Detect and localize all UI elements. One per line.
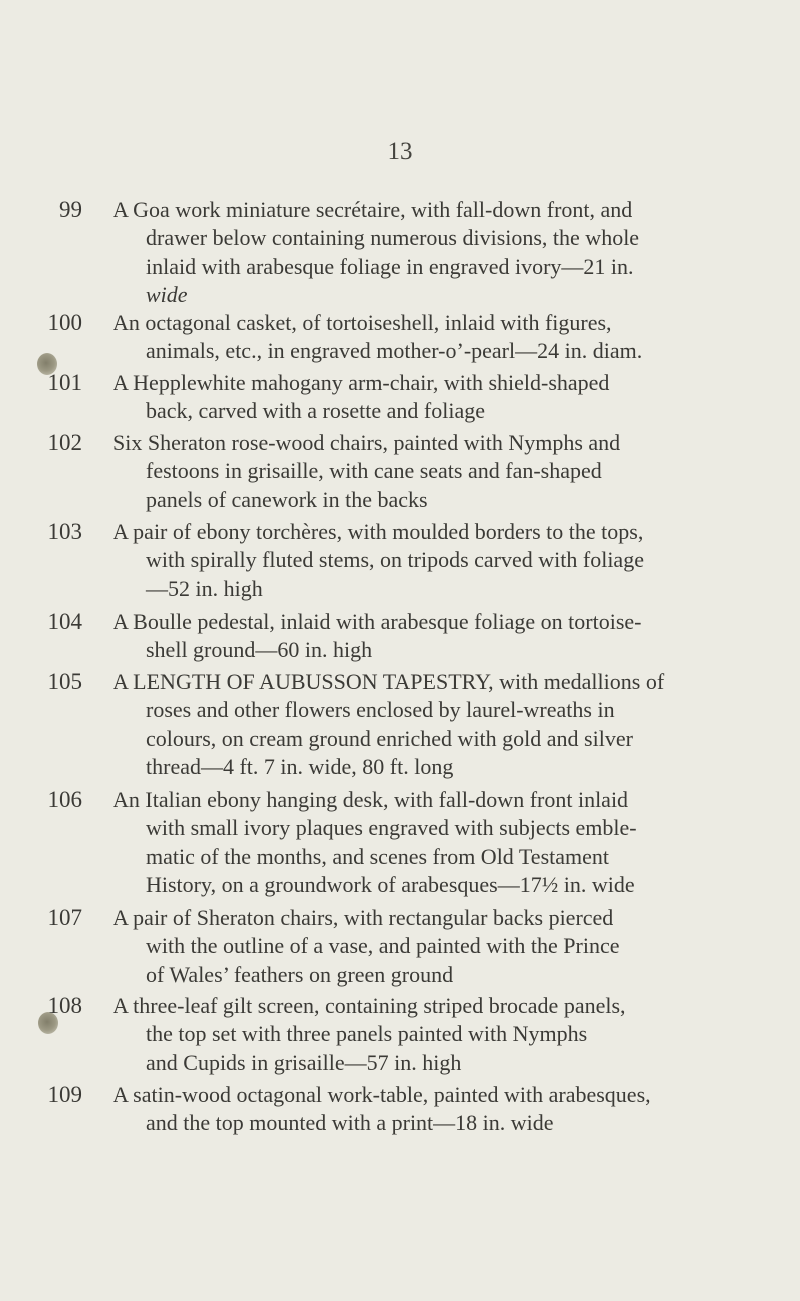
lot-line: inlaid with arabesque foliage in engraved ivory—21 in. xyxy=(146,253,634,279)
lot-description xyxy=(113,668,755,781)
lot-line: A pair of Sheraton chairs, with rectangular backs pierced xyxy=(113,905,614,930)
lot-number: 107 xyxy=(47,905,82,930)
lot-line: shell ground—60 in. high xyxy=(146,637,373,663)
lot-line: wide xyxy=(146,281,188,307)
lot-line: A three-leaf gilt screen, containing striped brocade panels, xyxy=(113,993,626,1018)
lot-line: panels of canework in the backs xyxy=(146,486,428,512)
lot-line: animals, etc., in engraved mother-o’-pearl—24 in. diam. xyxy=(146,338,643,364)
lot-line: A Boulle pedestal, inlaid with arabesque foliage on tortoise- xyxy=(113,609,642,634)
lot-number: 102 xyxy=(47,430,82,455)
lot-number: 103 xyxy=(47,519,82,544)
lot-line: A pair of ebony torchères, with moulded borders to the tops, xyxy=(113,519,644,544)
lot-number: 100 xyxy=(47,310,82,335)
lot-line: with spirally fluted stems, on tripods carved with foliage xyxy=(146,547,644,573)
lot-line: thread—4 ft. 7 in. wide, 80 ft. long xyxy=(146,753,454,779)
lot-number: 99 xyxy=(59,197,82,222)
lot-description xyxy=(113,518,755,603)
lot-description xyxy=(113,309,755,366)
lot-line: A Hepplewhite mahogany arm-chair, with shield-shaped xyxy=(113,370,610,395)
lot-line: A Goa work miniature secrétaire, with fall-down front, and xyxy=(113,197,633,222)
lot-line: History, on a groundwork of arabesques—17½ in. wide xyxy=(146,871,635,897)
lot-line: and the top mounted with a print—18 in. wide xyxy=(146,1110,554,1136)
lot-line: colours, on cream ground enriched with gold and silver xyxy=(146,725,633,751)
lot-line: matic of the months, and scenes from Old Testament xyxy=(146,843,609,869)
lot-number: 105 xyxy=(47,669,82,694)
lot-description xyxy=(113,904,755,989)
lot-line: A satin-wood octagonal work-table, painted with arabesques, xyxy=(113,1082,651,1107)
lot-line: drawer below containing numerous divisions, the whole xyxy=(146,225,640,251)
lot-line: of Wales’ feathers on green ground xyxy=(146,961,454,987)
lot-number: 109 xyxy=(47,1082,82,1107)
lot-description xyxy=(113,1081,755,1138)
lot-line: roses and other flowers enclosed by laurel-wreaths in xyxy=(146,697,615,723)
lot-number: 101 xyxy=(47,370,82,395)
lot-description xyxy=(113,429,755,514)
lot-number: 108 xyxy=(47,993,82,1018)
lot-number: 104 xyxy=(47,609,82,634)
lot-line: An octagonal casket, of tortoiseshell, inlaid with figures, xyxy=(113,310,612,335)
page-number: 13 xyxy=(387,138,413,165)
lot-line: An Italian ebony hanging desk, with fall-down front inlaid xyxy=(113,787,629,812)
lot-line: the top set with three panels painted with Nymphs xyxy=(146,1021,588,1047)
lot-line: —52 in. high xyxy=(146,575,263,601)
lot-line: and Cupids in grisaille—57 in. high xyxy=(146,1049,462,1075)
lot-line: Six Sheraton rose-wood chairs, painted with Nymphs and xyxy=(113,430,621,455)
lot-line: festoons in grisaille, with cane seats and fan-shaped xyxy=(146,458,602,484)
lot-description xyxy=(113,786,755,899)
lot-description xyxy=(113,196,755,309)
lot-line: back, carved with a rosette and foliage xyxy=(146,398,486,424)
lot-line: with the outline of a vase, and painted with the Prince xyxy=(146,933,620,959)
lot-number: 106 xyxy=(47,787,82,812)
lot-description xyxy=(113,608,755,665)
lot-description xyxy=(113,369,755,426)
lot-line: with small ivory plaques engraved with subjects emble- xyxy=(146,815,637,841)
lot-description xyxy=(113,992,755,1077)
lot-line: A LENGTH OF AUBUSSON TAPESTRY, with medallions of xyxy=(113,669,665,694)
